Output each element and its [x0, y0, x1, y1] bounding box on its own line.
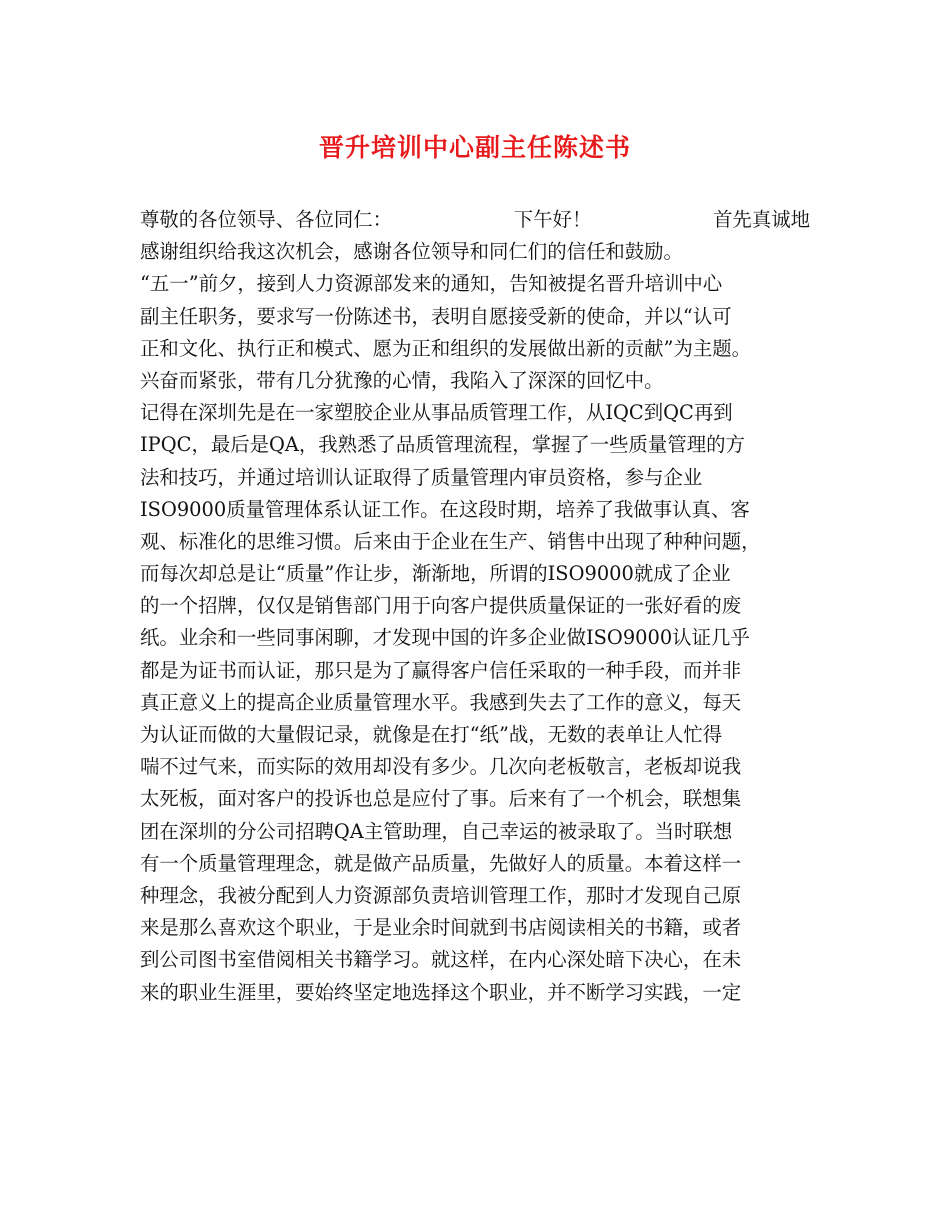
good-afternoon: 下午好！: [513, 208, 592, 231]
opening-phrase: 首先真诚地: [713, 208, 810, 231]
body-line: 有一个质量管理理念，就是做产品质量，先做好人的质量。本着这样一: [140, 851, 742, 875]
document-title: 晋升培训中心副主任陈述书: [318, 133, 631, 162]
body-lines: [140, 236, 830, 1009]
body-line: 喘不过气来，而实际的效用却没有多少。几次向老板敬言，老板却说我: [140, 755, 742, 779]
body-line: 副主任职务，要求写一份陈述书，表明自愿接受新的使命，并以“认可: [140, 304, 732, 328]
body-line: 都是为证书而认证，那只是为了赢得客户信任采取的一种手段，而并非: [140, 658, 742, 682]
body-line: 记得在深圳先是在一家塑胶企业从事品质管理工作，从IQC到QC再到: [140, 401, 733, 425]
salutation: 尊敬的各位领导、各位同仁：: [140, 208, 393, 231]
body-line: 的一个招牌，仅仅是销售部门用于向客户提供质量保证的一张好看的废: [140, 594, 742, 618]
body-line: “五一”前夕，接到人力资源部发来的通知，告知被提名晋升培训中心: [140, 272, 723, 296]
body-line: 感谢组织给我这次机会，感谢各位领导和同仁们的信任和鼓励。: [140, 240, 683, 264]
body-line: 团在深圳的分公司招聘QA主管助理，自己幸运的被录取了。当时联想: [140, 819, 733, 843]
body-line: 纸。业余和一些同事闲聊，才发现中国的许多企业做ISO9000认证几乎: [140, 626, 750, 650]
body-line: 法和技巧，并通过培训认证取得了质量管理内审员资格，参与企业: [140, 465, 703, 489]
body-line: 兴奋而紧张，带有几分犹豫的心情，我陷入了深深的回忆中。: [140, 368, 664, 392]
body-line: 太死板，面对客户的投诉也总是应付了事。后来有了一个机会，联想集: [140, 787, 742, 811]
body-line: IPQC，最后是QA，我熟悉了品质管理流程，掌握了一些质量管理的方: [140, 433, 745, 457]
document-body: [140, 204, 830, 1009]
body-line: 到公司图书室借阅相关书籍学习。就这样，在内心深处暗下决心，在未: [140, 948, 742, 972]
body-line: 而每次却总是让“质量”作让步，渐渐地，所谓的ISO9000就成了企业: [140, 562, 731, 586]
body-line: 真正意义上的提高企业质量管理水平。我感到失去了工作的意义，每天: [140, 690, 742, 714]
body-line: 为认证而做的大量假记录，就像是在打“纸”战，无数的表单让人忙得: [140, 723, 723, 746]
body-line: 来的职业生涯里，要始终坚定地选择这个职业，并不断学习实践，一定: [140, 980, 742, 1004]
body-line: 观、标准化的思维习惯。后来由于企业在生产、销售中出现了种种问题，: [140, 529, 761, 553]
greeting-line: [140, 204, 810, 236]
body-line: 种理念，我被分配到人力资源部负责培训管理工作，那时才发现自己原: [140, 883, 742, 907]
body-line: 正和文化、执行正和模式、愿为正和组织的发展做出新的贡献”为主题。: [140, 336, 752, 360]
body-line: ISO9000质量管理体系认证工作。在这段时期，培养了我做事认真、客: [140, 497, 750, 521]
body-line: 来是那么喜欢这个职业，于是业余时间就到书店阅读相关的书籍，或者: [140, 916, 742, 940]
